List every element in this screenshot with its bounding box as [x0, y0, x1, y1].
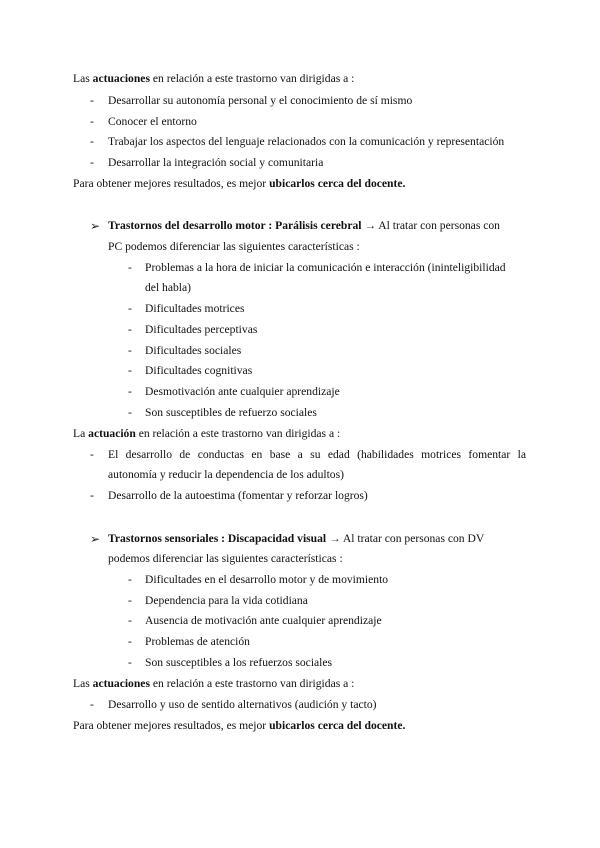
list-dash: -: [90, 489, 94, 502]
text: La: [73, 427, 89, 440]
list-dash: -: [128, 302, 132, 315]
bold-text: actuaciones: [92, 677, 150, 690]
list-dash: -: [128, 635, 132, 648]
list-dash: -: [128, 261, 132, 274]
list-dash: -: [90, 115, 94, 128]
text: en relación a este trastorno van dirigidas a :: [135, 427, 341, 440]
list-dash: -: [90, 156, 94, 169]
right-arrow-icon: →: [364, 219, 377, 232]
list-item: Problemas a la hora de iniciar la comunicación e interacción (ininteligibilidad: [145, 261, 506, 274]
bold-text: ubicarlos cerca del docente.: [269, 177, 406, 190]
list-dash: -: [128, 656, 132, 669]
list-item: Dificultades cognitivas: [145, 364, 253, 377]
list-item: Son susceptibles a los refuerzos sociales: [145, 656, 333, 669]
list-dash: -: [90, 448, 94, 461]
list-item: Trabajar los aspectos del lenguaje relacionados con la comunicación y representación: [108, 135, 505, 148]
bold-text: actuaciones: [92, 72, 150, 85]
list-dash: -: [128, 614, 132, 627]
block1-result: [73, 177, 405, 191]
list-item: Dificultades sociales: [145, 344, 242, 357]
list-item: Conocer el entorno: [108, 115, 197, 128]
block3-result: [73, 719, 405, 733]
arrow-bullet-icon: ➢: [90, 219, 101, 233]
list-item: Son susceptibles de refuerzo sociales: [145, 406, 317, 419]
list-item: Desarrollar la integración social y comunitaria: [108, 156, 324, 169]
block3-title: [108, 532, 484, 546]
section-title: Trastornos del desarrollo motor : Parálisis cerebral: [108, 219, 362, 232]
list-item: Desarrollo y uso de sentido alternativos (audición y tacto): [108, 698, 377, 711]
text: Las: [73, 72, 93, 85]
text: en relación a este trastorno van dirigidas a :: [149, 72, 355, 85]
text: Al tratar con personas con: [376, 219, 500, 232]
list-dash: -: [128, 594, 132, 607]
list-dash: -: [128, 364, 132, 377]
block2-actuacion: [73, 427, 340, 441]
list-item: Desarrollar su autonomía personal y el conocimiento de sí mismo: [108, 94, 413, 107]
list-dash: -: [128, 406, 132, 419]
text: Para obtener mejores resultados, es mejor: [73, 719, 270, 732]
list-dash: -: [90, 135, 94, 148]
arrow-bullet-icon: ➢: [90, 532, 101, 546]
bold-text: ubicarlos cerca del docente.: [269, 719, 406, 732]
section-title: Trastornos sensoriales : Discapacidad visual: [108, 532, 327, 545]
text: Para obtener mejores resultados, es mejor: [73, 177, 270, 190]
list-item: Ausencia de motivación ante cualquier aprendizaje: [145, 614, 382, 627]
text: Las: [73, 677, 93, 690]
text: en relación a este trastorno van dirigidas a :: [149, 677, 355, 690]
list-dash: -: [128, 573, 132, 586]
list-item: Desmotivación ante cualquier aprendizaje: [145, 385, 340, 398]
bold-text: actuación: [88, 427, 136, 440]
list-item: Dificultades motrices: [145, 302, 245, 315]
list-dash: -: [128, 344, 132, 357]
block2-title: [108, 219, 500, 233]
right-arrow-icon: →: [329, 532, 341, 545]
text: Al tratar con personas con DV: [340, 532, 485, 545]
block2-title-cont: PC podemos diferenciar las siguientes características :: [108, 240, 360, 253]
list-dash: -: [90, 94, 94, 107]
block3-intro: [73, 677, 354, 691]
block3-title-cont: podemos diferenciar las siguientes características :: [108, 552, 343, 565]
list-item: Dificultades perceptivas: [145, 323, 258, 336]
list-dash: -: [128, 385, 132, 398]
list-item: El desarrollo de conductas en base a su edad (habilidades motrices fomentar la: [108, 448, 526, 461]
list-item: Dependencia para la vida cotidiana: [145, 594, 308, 607]
list-item: Desarrollo de la autoestima (fomentar y reforzar logros): [108, 489, 368, 502]
list-item: Problemas de atención: [145, 635, 250, 648]
list-dash: -: [128, 323, 132, 336]
list-item-cont: autonomía y reducir la dependencia de los adultos): [108, 468, 344, 481]
block1-intro: [73, 72, 354, 86]
list-item: Dificultades en el desarrollo motor y de movimiento: [145, 573, 389, 586]
list-dash: -: [90, 698, 94, 711]
list-item-cont: del habla): [145, 281, 192, 294]
